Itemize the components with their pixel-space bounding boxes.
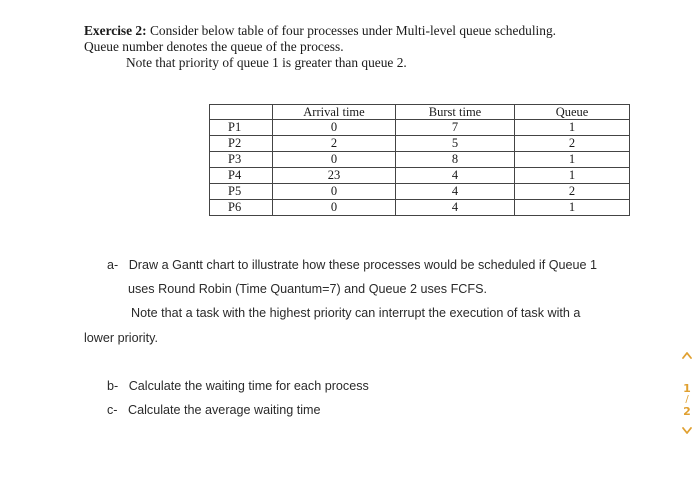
question-c-prefix: c- xyxy=(107,403,118,417)
table-header-arrival: Arrival time xyxy=(273,105,396,120)
question-c xyxy=(107,403,321,417)
table-row xyxy=(210,136,630,152)
chevron-up-icon[interactable] xyxy=(680,350,694,364)
table-row xyxy=(210,120,630,136)
question-a-line-2: uses Round Robin (Time Quantum=7) and Queue 2 uses FCFS. xyxy=(128,282,487,296)
queue-number: 2 xyxy=(515,184,630,200)
exercise-heading: Exercise 2: xyxy=(84,23,147,38)
table-row xyxy=(210,168,630,184)
exercise-intro xyxy=(84,23,644,71)
table-header-process xyxy=(210,105,273,120)
queue-number: 1 xyxy=(515,120,630,136)
page-indicator xyxy=(680,350,694,440)
arrival-time: 0 xyxy=(273,200,396,216)
burst-time: 5 xyxy=(396,136,515,152)
queue-number: 1 xyxy=(515,168,630,184)
question-a-line-1: Draw a Gantt chart to illustrate how these processes would be scheduled if Queue 1 xyxy=(128,258,598,272)
process-name: P1 xyxy=(210,120,273,136)
intro-line-2: Queue number denotes the queue of the process. xyxy=(84,39,344,54)
queue-number: 1 xyxy=(515,200,630,216)
question-b-prefix: b- xyxy=(107,379,119,393)
table-header-row xyxy=(210,105,630,120)
arrival-time: 0 xyxy=(273,184,396,200)
burst-time: 7 xyxy=(396,120,515,136)
question-a xyxy=(107,258,597,272)
total-page-count: 2 xyxy=(683,405,691,418)
queue-number: 2 xyxy=(515,136,630,152)
process-name: P6 xyxy=(210,200,273,216)
arrival-time: 0 xyxy=(273,120,396,136)
table-header-queue: Queue xyxy=(515,105,630,120)
question-a-note-continued: lower priority. xyxy=(84,331,158,345)
process-name: P3 xyxy=(210,152,273,168)
burst-time: 4 xyxy=(396,184,515,200)
table-row xyxy=(210,184,630,200)
intro-line-3: Note that priority of queue 1 is greater than queue 2. xyxy=(126,55,407,70)
current-page-number: 1 xyxy=(683,382,691,395)
question-b-text: Calculate the waiting time for each process xyxy=(128,379,369,393)
table-row xyxy=(210,152,630,168)
burst-time: 4 xyxy=(396,200,515,216)
question-a-note: Note that a task with the highest priority can interrupt the execution of task with a xyxy=(131,306,581,320)
table-row xyxy=(210,200,630,216)
page-separator: / xyxy=(685,394,689,405)
burst-time: 4 xyxy=(396,168,515,184)
question-c-text: Calculate the average waiting time xyxy=(128,403,321,417)
question-b xyxy=(107,379,369,393)
burst-time: 8 xyxy=(396,152,515,168)
question-a-prefix: a- xyxy=(107,258,119,272)
chevron-down-icon[interactable] xyxy=(680,426,694,440)
process-name: P5 xyxy=(210,184,273,200)
process-name: P2 xyxy=(210,136,273,152)
intro-line-1: Consider below table of four processes under Multi-level queue scheduling. xyxy=(146,23,557,38)
queue-number: 1 xyxy=(515,152,630,168)
arrival-time: 0 xyxy=(273,152,396,168)
process-name: P4 xyxy=(210,168,273,184)
arrival-time: 23 xyxy=(273,168,396,184)
process-table xyxy=(209,104,630,216)
table-header-burst: Burst time xyxy=(396,105,515,120)
arrival-time: 2 xyxy=(273,136,396,152)
